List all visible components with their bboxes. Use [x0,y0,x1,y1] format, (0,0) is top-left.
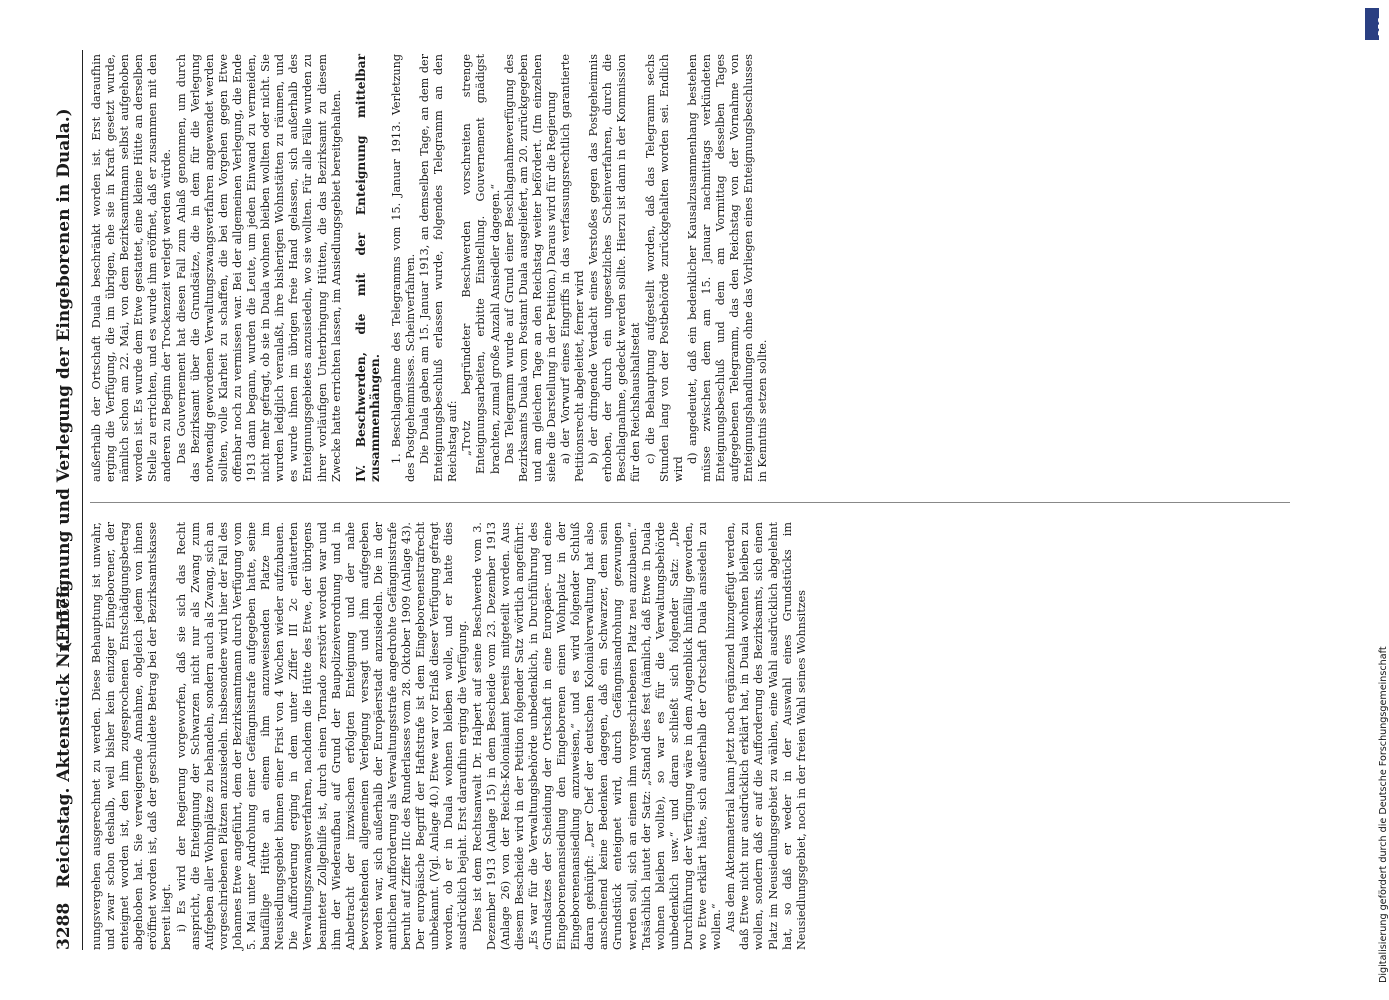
paragraph: Dies ist dem Rechtsanwalt Dr. Halpert auf seine Beschwerde vom 3. Dezember 1913 (Anlage 15) in dem Bescheide vom 23. Dezember 1913 (Anlage 26) von der Reichs-Kolonialamt bereits mitgeteilt worden. Aus diesem Bescheide wird in der Petition folgender Satz wörtlich angeführt: „Es war für die Verwaltungsbehörde unbedenklich, in Durchführung des Grundsatzes der Scheidung der Ortschaft in eine Europäer- und eine Eingeborenenansiedlung den Eingeborenen einen Wohnplatz in der Eingeborenenansiedlung anzuweisen,“ und es wird folgender Schluß daran geknüpft: „Der Chef der deutschen Kolonialverwaltung hat also anscheinend keine Bedenken dagegen, daß ein Schwarzer, dem sein Grundstück enteignet wird, durch Gefängnisandrohung gezwungen werden soll, sich an einem ihm vorgeschriebenen Platz neu anzubauen.“ Tatsächlich lautet der Satz: „Stand dies fest (nämlich, daß Etwe in Duala wohnen bleiben wollte), so war es für die Verwaltungsbehörde unbedenklich usw.“ und daran schließt sich folgender Satz: „Die Durchführung der Verfügung wäre in dem Augenblick hinfällig geworden, wo Etwe erklärt hätte, sich außerhalb der Ortschaft Duala ansiedeln zu wollen.“ [470,522,724,950]
rotated-document-page [50,50,1310,950]
paragraph: i) Es wird der Regierung vorgeworfen, daß sie sich das Recht anspricht, die Enteignung der Schwarzen nicht nur als Zwang zum Aufgeben aller Wohnplätze zu behandeln, sondern auch als Zwang, sich an vorgeschriebenen Plätzen anzusiedeln. Insbesondere wird hier der Fall des Johannes Etwe angeführt, dem der Bezirksamtmann durch Verfügung vom 5. Mai unter Androhung einer Gefängnisstrafe aufgegeben hatte, seine baufällige Hütte an einem ihm anzuweisenden Platze im Neusiedlungsgebiet binnen einer Frist von 4 Wochen wieder aufzubauen. Die Aufforderung erging in dem unter Ziffer III 2c erläuterten Verwaltungszwangsverfahren, nachdem die Hütte des Etwe, der übrigens beamteter Zollgehilfe ist, durch einen Tornado zerstört worden war und ihm der Wiederaufbau auf Grund der Baupolizeiverordnung und in Anbetracht der inzwischen erfolgten Enteignung und der nahe bevorstehenden allgemeinen Verlegung versagt und ihm aufgegeben worden war, sich außerhalb der Europäerstadt anzusiedeln. Die in der amtlichen Aufforderung als Verwaltungsstrafe angedrohte Gefängnisstrafe beruht auf Ziffer IIIc des Runderlasses vom 28. Oktober 1909 (Anlage 43). Der europäische Begriff der Haftstrafe ist dem Eingeborenenstrafrecht unbekannt. (Vgl. Anlage 40.) Etwe war vor Erlaß dieser Verfügung gefragt worden, ob er in Duala wohnen bleiben wolle, und er hatte dies ausdrücklich bejaht. Erst daraufhin erging die Verfügung. [174,522,470,950]
paragraph: außerhalb der Ortschaft Duala beschränkt worden ist. Erst daraufhin erging die Verfügung, die im übrigen, ehe sie in Kraft gesetzt wurde, nämlich schon am 22. Mai, von dem Bezirksamtmann selbst aufgehoben worden ist. Es wurde dem Etwe gestattet, eine kleine Hütte an derselben Stelle zu errichten, und es wurde ihm eröffnet, daß er zusammen mit den anderen zu Beginn der Trockenzeit verlegt werden würde. [90,54,174,482]
paragraph: c) die Behauptung aufgestellt worden, daß das Telegramm sechs Stunden lang von der Postbehörde zurückgehalten worden sei. Endlich wird [643,54,685,482]
paragraph: Aus dem Aktenmaterial kann jetzt noch ergänzend hinzugefügt werden, daß Etwe nicht nur ausdrücklich erklärt hat, in Duala wohnen bleiben zu wollen, sondern daß er auf die Aufforderung des Bezirksamts, sich einen Platz im Neusiedlungsgebiet zu wählen, eine Wahl ausdrücklich abgelehnt hat, so daß er weder in der Auswahl eines Grundstücks im Neusiedlungsgebiet, noch in der freien Wahl seines Wohnsitzes [724,522,808,950]
quoted-telegram: „Trotz begründeter Beschwerden vorschreiten strenge Enteignungsarbeiten, erbitte Einstellung. Gouvernement gnädigst brachten, zumal große Anzahl Ansiedler dagegen.“ [460,54,502,474]
column-divider [90,502,1290,503]
header-title-right: (Enteignung und Verlegung der Eingeborenen in Duala.) [54,108,74,650]
text-column-left [90,522,1300,950]
running-header [50,50,84,950]
paragraph: nungsvergehen ausgerechnet zu werden. Diese Behauptung ist unwahr, und zwar schon deshalb, weil bisher kein einziger Eingeborener, der enteignet worden ist, den ihm zugesprochenen Entschädigungsbetrag abgehoben hat. Sie verweigernde Annahme, obgleich jedem von ihnen eröffnet worden ist, daß der geschuldete Betrag bei der Bezirksamtskasse bereit liegt. [90,522,174,950]
paragraph: Die Duala gaben am 15. Januar 1913, an demselben Tage, an dem der Enteignungsbeschluß erlassen wurde, folgendes Telegramm an den Reichstag auf: [418,54,460,482]
section-heading: IV. Beschwerden, die mit der Enteignung mittelbar zusammenhängen. [353,54,382,482]
dfg-logo-text: DFG [1377,17,1386,36]
dfg-logo [1365,8,1386,40]
header-title-left: Reichstag. Aktenstück Nr. 1576. [54,579,74,888]
page-number: 3288 [54,902,74,950]
paragraph: d) angedeutet, daß ein bedenklicher Kausalzusammenhang bestehen müsse zwischen dem am 15. Januar nachmittags verkündeten Enteignungsbeschluß und dem am Vormittag desselben Tages aufgegebenen Telegramm, das den Reichstag von der Vornahme von Enteignungshandlungen ohne das Vorliegen eines Enteignungsbeschlusses in Kenntnis setzen sollte. [685,54,770,482]
digitization-note: Digitalisierung gefördert durch die Deutsche Forschungsgemeinschaft [1378,646,1389,983]
text-column-right [90,54,1300,482]
header-rule [82,50,83,950]
subsection-title: 1. Beschlagnahme des Telegramms vom 15. Januar 1913. Verletzung des Postgeheimnisses. Scheinverfahren. [389,54,417,482]
paragraph: Das Gouvernement hat diesen Fall zum Anlaß genommen, um durch das Bezirksamt über die Grundsätze, die in dem für die Verlegung notwendig gewordenen Verwaltungszwangsverfahren angewendet werden sollten, volle Klarheit zu schaffen, die bei dem Vorgehen gegen Etwe offenbar noch zu vermissen war. Bei der allgemeinen Verlegung, die Ende 1913 dann begann, wurden die Leute, um jeden Einwand zu vermeiden, nicht mehr gefragt, ob sie in Duala wohnen bleiben wollten oder nicht. Sie wurden lediglich veranlaßt, ihre bisherigen Wohnstätten zu räumen, und es wurde ihnen im übrigen freie Hand gelassen, sich außerhalb des Enteignungsgebietes anzusiedeln, wo sie wollten. Für alle Fälle wurden zu ihrer vorläufigen Unterbringung Hütten, die das Bezirksamt zu diesem Zwecke hatte errichten lassen, im Ansiedlungsgebiet bereitgehalten. [174,54,343,482]
paragraph: b) der dringende Verdacht eines Verstoßes gegen das Postgeheimnis erhoben, der durch ein ungesetzliches Scheinverfahren, durch die Beschlagnahme, gedeckt werden sollte. Hierzu ist dann in der Kommission für den Reichshaushaltsetat [587,54,643,482]
paragraph: Das Telegramm wurde auf Grund einer Beschlagnahmeverfügung des Bezirksamts Duala vom Postamt Duala ausgeliefert, am 20. zurückgegeben und am gleichen Tage an den Reichstag weiter befördert. (Im einzelnen siehe die Darstellung in der Petition.) Daraus wird für die Regierung [502,54,558,482]
paragraph: a) der Vorwurf eines Eingriffs in das verfassungsrechtlich garantierte Petitionsrecht abgeleitet, ferner wird [559,54,587,482]
